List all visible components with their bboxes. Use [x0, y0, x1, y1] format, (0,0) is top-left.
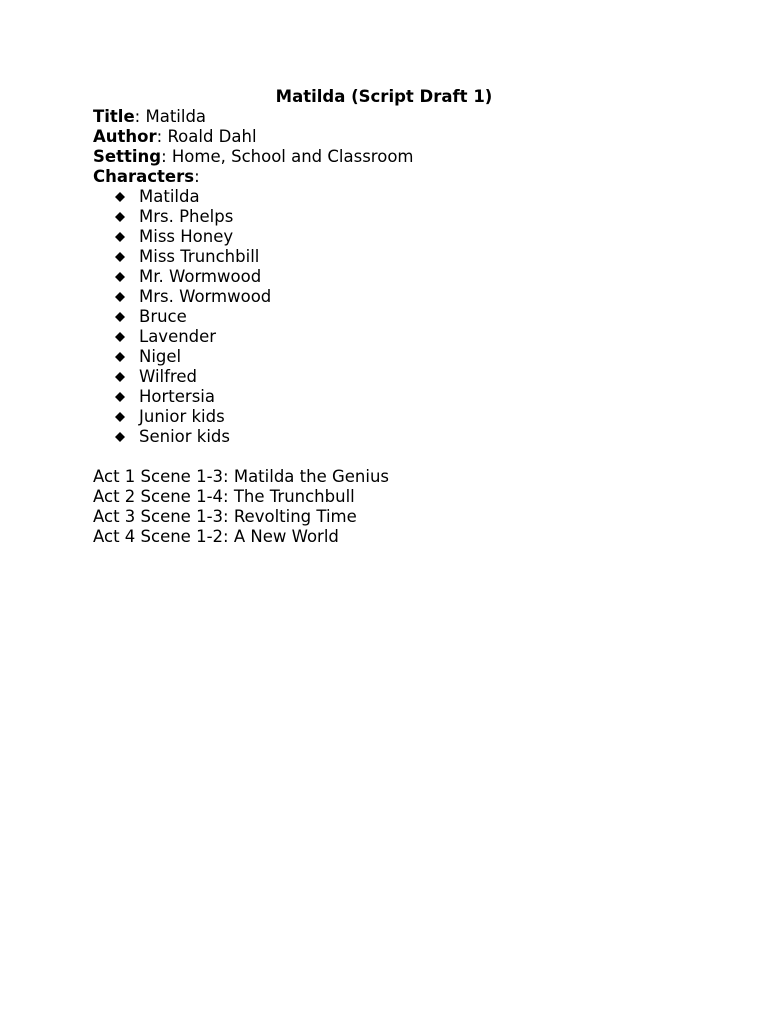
character-item [93, 267, 414, 287]
setting-line: Setting: Home, School and Classroom [93, 147, 414, 166]
character-name: Hortersia [139, 387, 215, 406]
act-line: Act 2 Scene 1-4: The Trunchbull [93, 487, 355, 506]
diamond-bullet-icon [115, 212, 125, 222]
character-name: Miss Trunchbill [139, 247, 260, 266]
setting-label: Setting [93, 147, 162, 166]
document-heading: Matilda (Script Draft 1) [275, 87, 493, 106]
character-name: Senior kids [139, 427, 230, 446]
diamond-bullet-icon [115, 252, 125, 262]
diamond-bullet-icon [115, 292, 125, 302]
character-name: Bruce [139, 307, 187, 326]
author-line: Author: Roald Dahl [93, 127, 257, 146]
character-name: Junior kids [139, 407, 225, 426]
author-label: Author [93, 127, 157, 146]
character-item [93, 247, 414, 267]
character-name: Matilda [139, 187, 200, 206]
character-item [93, 227, 414, 247]
characters-list [93, 187, 414, 447]
character-name: Nigel [139, 347, 182, 366]
character-item [93, 387, 414, 407]
diamond-bullet-icon [115, 232, 125, 242]
character-name: Miss Honey [139, 227, 234, 246]
author-value: Roald Dahl [167, 127, 257, 146]
character-item [93, 367, 414, 387]
acts-list [93, 467, 414, 547]
character-name: Wilfred [139, 367, 197, 386]
character-item [93, 327, 414, 347]
character-name: Lavender [139, 327, 217, 346]
diamond-bullet-icon [115, 332, 125, 342]
characters-line: Characters: [93, 167, 200, 186]
document-body [93, 107, 414, 547]
character-name: Mrs. Wormwood [139, 287, 272, 306]
character-item [93, 207, 414, 227]
title-label: Title [93, 107, 135, 126]
character-item [93, 287, 414, 307]
character-item [93, 347, 414, 367]
title-value: Matilda [145, 107, 207, 126]
diamond-bullet-icon [115, 372, 125, 382]
character-item [93, 307, 414, 327]
character-name: Mr. Wormwood [139, 267, 262, 286]
diamond-bullet-icon [115, 352, 125, 362]
character-item [93, 187, 414, 207]
diamond-bullet-icon [115, 412, 125, 422]
character-name: Mrs. Phelps [139, 207, 234, 226]
act-line: Act 4 Scene 1-2: A New World [93, 527, 339, 546]
diamond-bullet-icon [115, 192, 125, 202]
character-item [93, 427, 414, 447]
title-line: Title: Matilda [93, 107, 207, 126]
setting-value: Home, School and Classroom [171, 147, 414, 166]
diamond-bullet-icon [115, 432, 125, 442]
diamond-bullet-icon [115, 272, 125, 282]
characters-label: Characters [93, 167, 195, 186]
character-item [93, 407, 414, 427]
diamond-bullet-icon [115, 392, 125, 402]
act-line: Act 1 Scene 1-3: Matilda the Genius [93, 467, 390, 486]
act-line: Act 3 Scene 1-3: Revolting Time [93, 507, 357, 526]
diamond-bullet-icon [115, 312, 125, 322]
